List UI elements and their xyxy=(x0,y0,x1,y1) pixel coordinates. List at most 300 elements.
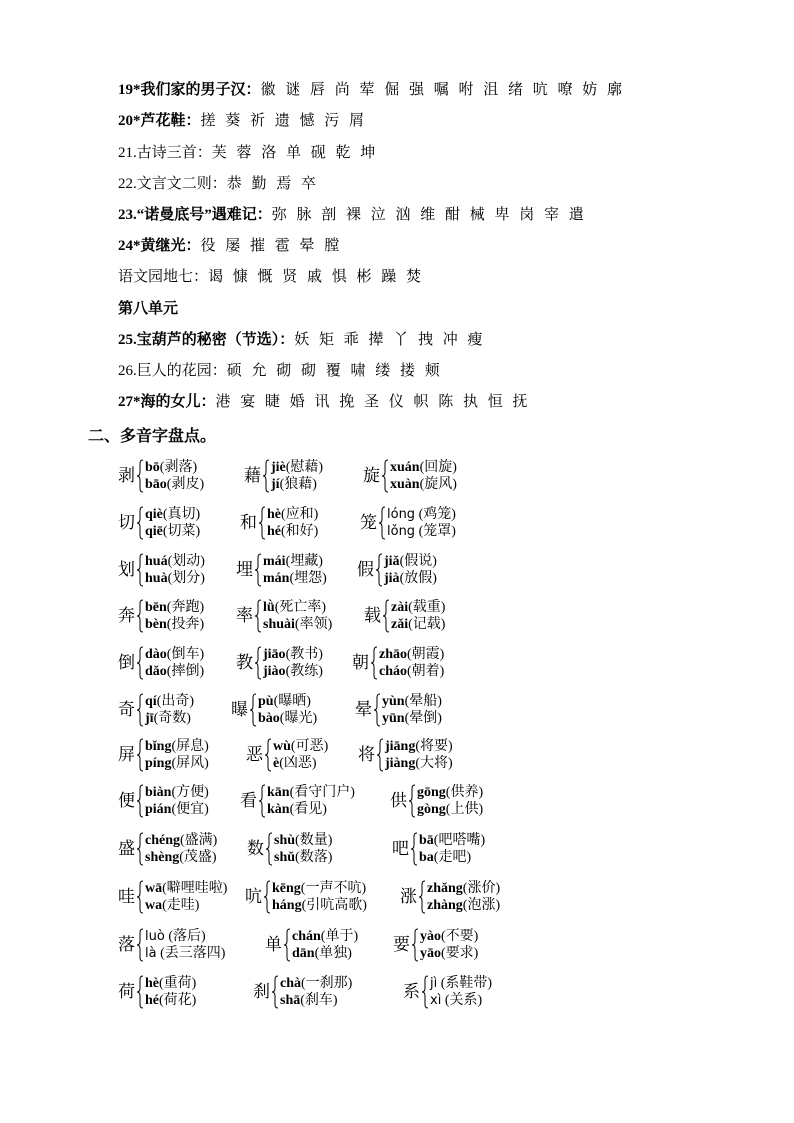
lesson-line-25 xyxy=(118,331,486,349)
reading-line xyxy=(145,975,196,992)
pinyin: qí xyxy=(145,694,157,709)
example-word: (旋风) xyxy=(419,477,457,492)
readings xyxy=(430,975,492,1009)
pinyin: jiàng xyxy=(385,756,416,771)
pinyin: jiè xyxy=(271,460,286,475)
reading-line xyxy=(145,646,204,663)
reading-line xyxy=(417,784,483,801)
brace-icon xyxy=(373,693,381,727)
polyphone-character: 便 xyxy=(118,791,135,810)
pinyin: huà xyxy=(145,571,168,586)
reading-line xyxy=(258,693,317,710)
example-word: (吧嗒嘴) xyxy=(433,833,486,848)
reading-line xyxy=(145,570,205,587)
reading-line xyxy=(263,599,332,616)
pinyin: jì xyxy=(430,976,438,991)
readings xyxy=(145,553,205,587)
brace-icon xyxy=(136,738,144,772)
polyphone-character: 盛 xyxy=(118,839,135,858)
example-word: (曝晒) xyxy=(273,694,311,709)
readings xyxy=(145,738,209,772)
example-word: (和好) xyxy=(281,524,319,539)
example-word: (摔倒) xyxy=(166,664,205,679)
reading-line xyxy=(427,880,500,897)
reading-line xyxy=(280,975,352,992)
example-word: (切菜) xyxy=(162,524,201,539)
lesson-characters: 妖 矩 乖 撵 丫 拽 冲 瘦 xyxy=(294,332,486,348)
reading-line xyxy=(263,616,332,633)
polyphone-item xyxy=(118,784,209,818)
example-word: (剥落) xyxy=(159,460,198,475)
example-word: (关系) xyxy=(441,993,483,1008)
readings xyxy=(145,880,227,914)
polyphone-character: 朝 xyxy=(352,653,369,672)
polyphone-character: 屏 xyxy=(118,745,135,764)
pinyin: yūn xyxy=(382,711,405,726)
brace-icon xyxy=(254,646,262,680)
pinyin: gòng xyxy=(417,802,446,817)
lesson-line-23 xyxy=(118,206,587,224)
example-word: (单独) xyxy=(314,946,352,961)
pinyin: kēng xyxy=(272,881,301,896)
pinyin: bāo xyxy=(145,477,167,492)
example-word: (率领) xyxy=(294,617,333,632)
lesson-label: 22.文言文二则： xyxy=(118,176,227,192)
lesson-characters: 弥 脉 剖 裸 泣 汹 维 酣 械 卑 岗 宰 遣 xyxy=(271,207,587,223)
lesson-label: 19*我们家的男子汉： xyxy=(118,82,261,98)
pinyin: yùn xyxy=(382,694,405,709)
lesson-characters: 徽 谜 唇 尚 荤 倔 强 嘱 咐 沮 绪 吭 嘹 妨 廓 xyxy=(260,82,626,98)
reading-line xyxy=(391,599,445,616)
reading-line xyxy=(267,784,355,801)
polyphone-character: 刹 xyxy=(253,982,270,1001)
pinyin: shǔ xyxy=(274,850,296,865)
polyphone-character: 系 xyxy=(403,982,420,1001)
brace-icon xyxy=(271,975,279,1009)
polyphone-item xyxy=(390,784,483,818)
example-word: (应和) xyxy=(281,507,319,522)
pinyin: xuàn xyxy=(390,477,420,492)
reading-line xyxy=(390,459,457,476)
lesson-label: 24*黄继光： xyxy=(118,238,201,254)
lesson-characters: 硕 允 砌 砌 覆 啸 缕 搂 颊 xyxy=(226,363,443,379)
reading-line xyxy=(145,476,204,493)
polyphone-item xyxy=(244,459,323,493)
pinyin: wù xyxy=(273,739,291,754)
pinyin: hé xyxy=(267,524,281,539)
polyphone-item xyxy=(364,599,445,633)
pinyin: jiǎ xyxy=(384,554,400,569)
pinyin: qiè xyxy=(145,507,163,522)
example-word: (便宜) xyxy=(171,802,209,817)
lesson-line-19 xyxy=(118,81,625,99)
pinyin: là xyxy=(145,946,157,961)
reading-line xyxy=(258,710,317,727)
pinyin: píng xyxy=(145,756,172,771)
example-word: (出奇) xyxy=(156,694,195,709)
reading-line xyxy=(384,570,437,587)
polyphone-item xyxy=(355,693,442,727)
polyphone-item xyxy=(118,459,204,493)
readings xyxy=(292,928,358,962)
example-word: (晕船) xyxy=(404,694,442,709)
readings xyxy=(387,506,456,540)
example-word: (一声不吭) xyxy=(300,881,367,896)
brace-icon xyxy=(136,506,144,540)
pinyin: kàn xyxy=(267,802,290,817)
reading-line xyxy=(145,459,204,476)
pinyin: lóng xyxy=(387,507,416,522)
pinyin: zhàng xyxy=(427,898,463,913)
example-word: (茂盛) xyxy=(179,850,217,865)
brace-icon xyxy=(263,880,271,914)
pinyin: xuán xyxy=(390,460,420,475)
pinyin: shù xyxy=(274,833,296,848)
readings xyxy=(267,784,355,818)
pinyin: biàn xyxy=(145,785,172,800)
pinyin: jiāng xyxy=(385,739,416,754)
reading-line xyxy=(145,784,209,801)
example-word: (假说) xyxy=(399,554,437,569)
lesson-label: 21.古诗三首： xyxy=(118,145,212,161)
example-word: (引吭高歌) xyxy=(301,898,367,913)
polyphone-item xyxy=(118,599,204,633)
example-word: (狼藉) xyxy=(279,477,317,492)
example-word: (要求) xyxy=(441,946,479,961)
reading-line xyxy=(145,849,217,866)
polyphone-character: 哇 xyxy=(118,887,135,906)
readings xyxy=(263,553,327,587)
reading-line xyxy=(263,663,323,680)
reading-line xyxy=(145,710,194,727)
polyphone-item xyxy=(393,928,478,962)
lesson-label: 25.宝葫芦的秘密（节选）： xyxy=(118,332,295,348)
polyphone-character: 恶 xyxy=(246,745,263,764)
readings xyxy=(258,693,317,727)
polyphone-character: 吧 xyxy=(392,839,409,858)
reading-line xyxy=(145,738,209,755)
example-word: (丢三落四) xyxy=(156,946,226,961)
reading-line xyxy=(419,832,485,849)
lesson-line-21 xyxy=(118,144,378,162)
lesson-characters: 芙 蓉 洛 单 砚 乾 坤 xyxy=(211,145,379,161)
pinyin: jiāo xyxy=(263,647,286,662)
example-word: (剥皮) xyxy=(166,477,205,492)
example-word: (回旋) xyxy=(419,460,457,475)
example-word: (将要) xyxy=(415,739,453,754)
reading-line xyxy=(145,897,227,914)
readings xyxy=(145,784,209,818)
reading-line xyxy=(417,801,483,818)
pinyin: bǐng xyxy=(145,739,172,754)
example-word: (看守门户) xyxy=(289,785,355,800)
reading-line xyxy=(390,476,457,493)
reading-line xyxy=(387,523,456,540)
brace-icon xyxy=(408,784,416,818)
polyphone-item xyxy=(246,738,328,772)
polyphone-character: 数 xyxy=(247,839,264,858)
example-word: (朝霞) xyxy=(407,647,445,662)
readings xyxy=(420,928,478,962)
reading-line xyxy=(280,992,352,1009)
reading-line xyxy=(267,506,318,523)
reading-line xyxy=(379,646,444,663)
example-word: (数落) xyxy=(295,850,333,865)
readings xyxy=(145,693,194,727)
reading-line xyxy=(145,553,205,570)
polyphone-character: 奔 xyxy=(118,606,135,625)
reading-line xyxy=(273,755,328,772)
example-word: (死亡率) xyxy=(274,600,327,615)
reading-line xyxy=(274,849,332,866)
reading-line xyxy=(145,616,204,633)
polyphone-character: 看 xyxy=(240,791,257,810)
polyphone-item xyxy=(247,832,332,866)
readings xyxy=(145,459,204,493)
brace-icon xyxy=(262,459,270,493)
polyphone-item xyxy=(360,506,456,540)
example-word: (笼罩) xyxy=(415,524,456,539)
reading-line xyxy=(292,928,358,945)
pinyin: huá xyxy=(145,554,168,569)
example-word: (鸡笼) xyxy=(415,507,456,522)
polyphone-item xyxy=(118,880,227,914)
reading-line xyxy=(382,710,442,727)
pinyin: shuài xyxy=(263,617,295,632)
readings xyxy=(419,832,485,866)
brace-icon xyxy=(258,506,266,540)
reading-line xyxy=(385,755,453,772)
polyphone-item xyxy=(240,506,318,540)
pinyin: zǎi xyxy=(391,617,409,632)
pinyin: zhǎng xyxy=(427,881,463,896)
reading-line xyxy=(273,738,328,755)
brace-icon xyxy=(249,693,257,727)
reading-line xyxy=(263,646,323,663)
brace-icon xyxy=(136,975,144,1009)
pinyin: bēn xyxy=(145,600,167,615)
pinyin: pián xyxy=(145,802,172,817)
pinyin: kān xyxy=(267,785,290,800)
brace-icon xyxy=(136,880,144,914)
example-word: (投奔) xyxy=(166,617,205,632)
example-word: (晕倒) xyxy=(404,711,442,726)
example-word: (系鞋带) xyxy=(437,976,493,991)
polyphone-item xyxy=(236,553,327,587)
pinyin: yāo xyxy=(420,946,441,961)
reading-line xyxy=(145,992,196,1009)
lesson-label: 23.“诺曼底号”遇难记： xyxy=(118,207,272,223)
example-word: (走哇) xyxy=(162,898,200,913)
example-word: (屏息) xyxy=(171,739,209,754)
readings xyxy=(427,880,500,914)
pinyin: luò xyxy=(145,929,165,944)
brace-icon xyxy=(136,832,144,866)
brace-icon xyxy=(136,693,144,727)
example-word: (放假) xyxy=(399,571,437,586)
brace-icon xyxy=(370,646,378,680)
polyphone-character: 倒 xyxy=(118,653,135,672)
example-word: (噼哩哇啦) xyxy=(162,881,228,896)
polyphone-character: 藉 xyxy=(244,466,261,485)
brace-icon xyxy=(136,599,144,633)
readings xyxy=(391,599,445,633)
lesson-line-24 xyxy=(118,237,342,255)
reading-line xyxy=(267,801,355,818)
pinyin: bō xyxy=(145,460,160,475)
polyphone-character: 单 xyxy=(265,935,282,954)
pinyin: yào xyxy=(420,929,441,944)
polyphone-character: 切 xyxy=(118,513,135,532)
pinyin: bào xyxy=(258,711,280,726)
polyphone-item xyxy=(236,646,323,680)
pinyin: wa xyxy=(145,898,163,913)
pinyin: dǎo xyxy=(145,664,167,679)
polyphone-character: 教 xyxy=(236,653,253,672)
section-heading: 二、多音字盘点。 xyxy=(88,428,217,445)
reading-line xyxy=(385,738,453,755)
example-word: (真切) xyxy=(162,507,201,522)
polyphone-character: 吭 xyxy=(245,887,262,906)
readings xyxy=(145,599,204,633)
readings xyxy=(272,880,367,914)
pinyin: qiē xyxy=(145,524,163,539)
reading-line xyxy=(420,945,478,962)
brace-icon xyxy=(254,553,262,587)
pinyin: zài xyxy=(391,600,409,615)
reading-line xyxy=(145,801,209,818)
readings xyxy=(382,693,442,727)
reading-line xyxy=(145,663,204,680)
example-word: (刹车) xyxy=(300,993,338,1008)
brace-icon xyxy=(411,928,419,962)
polyphone-character: 假 xyxy=(357,560,374,579)
reading-line xyxy=(272,880,367,897)
example-word: (记载) xyxy=(408,617,446,632)
reading-line xyxy=(145,599,204,616)
example-word: (单于) xyxy=(320,929,359,944)
pinyin: è xyxy=(273,756,280,771)
polyphone-character: 埋 xyxy=(236,560,253,579)
polyphone-item xyxy=(357,553,437,587)
reading-line xyxy=(379,663,444,680)
pinyin: gōng xyxy=(417,785,446,800)
brace-icon xyxy=(136,646,144,680)
example-word: (屏风) xyxy=(171,756,209,771)
reading-line xyxy=(267,523,318,540)
example-word: (可恶) xyxy=(290,739,329,754)
lesson-characters: 役 屡 摧 雹 晕 膛 xyxy=(200,238,343,254)
pinyin: shā xyxy=(280,993,301,1008)
lesson-line-27 xyxy=(118,393,531,411)
lesson-characters: 恭 勤 焉 卒 xyxy=(226,176,320,192)
lesson-line-20 xyxy=(118,112,367,130)
brace-icon xyxy=(136,928,144,962)
readings xyxy=(417,784,483,818)
example-word: (划分) xyxy=(167,571,205,586)
example-word: (凶恶) xyxy=(279,756,317,771)
example-word: (教练) xyxy=(285,664,323,679)
brace-icon xyxy=(421,975,429,1009)
brace-icon xyxy=(382,599,390,633)
reading-line xyxy=(145,880,227,897)
reading-line xyxy=(391,616,445,633)
reading-line xyxy=(145,832,217,849)
example-word: (盛满) xyxy=(180,833,218,848)
readings xyxy=(280,975,352,1009)
pinyin: xì xyxy=(430,993,442,1008)
reading-line xyxy=(271,476,323,493)
pinyin: háng xyxy=(272,898,302,913)
polyphone-character: 要 xyxy=(393,935,410,954)
reading-line xyxy=(271,459,323,476)
readings xyxy=(145,646,204,680)
lesson-characters: 港 宴 睫 婚 讯 挽 圣 仪 帜 陈 执 恒 抚 xyxy=(215,394,531,410)
pinyin: dào xyxy=(145,647,167,662)
brace-icon xyxy=(254,599,262,633)
example-word: (方便) xyxy=(171,785,209,800)
unit-heading: 第八单元 xyxy=(118,301,179,317)
pinyin: jià xyxy=(384,571,400,586)
polyphone-item xyxy=(363,459,457,493)
example-word: (落后) xyxy=(164,929,206,944)
pinyin: jiào xyxy=(263,664,286,679)
reading-line xyxy=(274,832,332,849)
reading-line xyxy=(145,928,225,945)
pinyin: zhāo xyxy=(379,647,407,662)
example-word: (一刹那) xyxy=(301,976,353,991)
example-word: (荷花) xyxy=(159,993,197,1008)
polyphone-item xyxy=(240,784,355,818)
reading-line xyxy=(145,506,200,523)
pinyin: lǜ xyxy=(263,600,275,615)
polyphone-character: 旋 xyxy=(363,466,380,485)
lesson-label: 26.巨人的花园： xyxy=(118,363,227,379)
polyphone-character: 荷 xyxy=(118,982,135,1001)
pinyin: pù xyxy=(258,694,274,709)
pinyin: chà xyxy=(280,976,301,991)
reading-line xyxy=(292,945,358,962)
example-word: (划动) xyxy=(167,554,205,569)
reading-line xyxy=(145,693,194,710)
brace-icon xyxy=(375,553,383,587)
polyphone-character: 晕 xyxy=(355,700,372,719)
example-word: (曝光) xyxy=(279,711,318,726)
readings xyxy=(263,646,323,680)
reading-line xyxy=(263,570,327,587)
reading-line xyxy=(145,523,200,540)
polyphone-character: 和 xyxy=(240,513,257,532)
reading-line xyxy=(263,553,327,570)
pinyin: bā xyxy=(419,833,434,848)
brace-icon xyxy=(258,784,266,818)
example-word: (上供) xyxy=(445,802,484,817)
example-word: (供养) xyxy=(445,785,484,800)
reading-line xyxy=(420,928,478,945)
polyphone-item xyxy=(118,646,204,680)
pinyin: chán xyxy=(292,929,321,944)
polyphone-character: 将 xyxy=(358,745,375,764)
polyphone-item xyxy=(118,832,217,866)
example-word: (走吧) xyxy=(433,850,472,865)
example-word: (数量) xyxy=(295,833,333,848)
brace-icon xyxy=(136,784,144,818)
example-word: (涨价) xyxy=(462,881,501,896)
readings xyxy=(384,553,437,587)
readings xyxy=(273,738,328,772)
brace-icon xyxy=(410,832,418,866)
example-word: (慰藉) xyxy=(285,460,324,475)
